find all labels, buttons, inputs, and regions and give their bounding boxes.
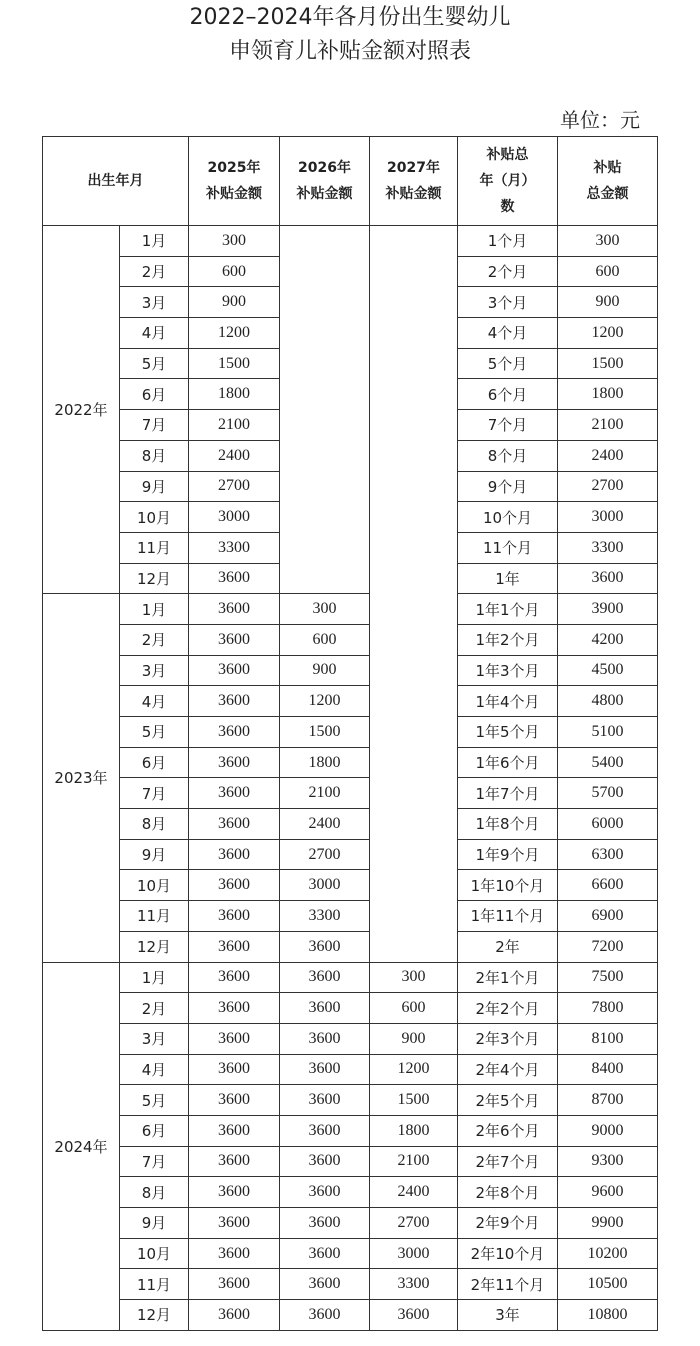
amount-2027-cell: 1800 (370, 1115, 458, 1146)
amount-2027-cell: 3600 (370, 1300, 458, 1331)
amount-2027-cell: 2700 (370, 1208, 458, 1239)
table-row (43, 778, 658, 809)
total-amount-cell: 3900 (558, 594, 658, 625)
amount-2025-cell: 3600 (189, 839, 280, 870)
table-row (43, 686, 658, 717)
total-amount-cell: 2400 (558, 440, 658, 471)
amount-2026-cell: 3600 (280, 931, 370, 962)
duration-cell: 1年3个月 (458, 655, 558, 686)
header-total: 补贴 总金额 (558, 137, 658, 226)
amount-2026-cell: 1800 (280, 747, 370, 778)
total-amount-cell: 8700 (558, 1085, 658, 1116)
month-cell: 1月 (120, 226, 189, 257)
month-cell: 10月 (120, 502, 189, 533)
amount-2025-cell: 1500 (189, 348, 280, 379)
table-row (43, 1085, 658, 1116)
blank-2026-cell (280, 226, 370, 594)
year-cell: 2024年 (43, 962, 120, 1330)
total-amount-cell: 4500 (558, 655, 658, 686)
duration-cell: 3年 (458, 1300, 558, 1331)
total-amount-cell: 900 (558, 287, 658, 318)
duration-cell: 1年9个月 (458, 839, 558, 870)
amount-2025-cell: 3600 (189, 594, 280, 625)
duration-cell: 4个月 (458, 318, 558, 349)
total-amount-cell: 9300 (558, 1146, 658, 1177)
amount-2026-cell: 300 (280, 594, 370, 625)
duration-cell: 2年6个月 (458, 1115, 558, 1146)
amount-2027-cell: 2400 (370, 1177, 458, 1208)
total-amount-cell: 7800 (558, 993, 658, 1024)
duration-cell: 1年8个月 (458, 809, 558, 840)
month-cell: 7月 (120, 410, 189, 441)
table-row (43, 839, 658, 870)
amount-2025-cell: 3600 (189, 1177, 280, 1208)
amount-2027-cell: 3300 (370, 1269, 458, 1300)
month-cell: 9月 (120, 471, 189, 502)
amount-2027-cell: 300 (370, 962, 458, 993)
amount-2026-cell: 2100 (280, 778, 370, 809)
amount-2025-cell: 3600 (189, 809, 280, 840)
blank-2027-cell (370, 226, 458, 963)
total-amount-cell: 8100 (558, 1023, 658, 1054)
duration-cell: 1年4个月 (458, 686, 558, 717)
table-row (43, 1300, 658, 1331)
amount-2025-cell: 3600 (189, 778, 280, 809)
total-amount-cell: 5400 (558, 747, 658, 778)
amount-2027-cell: 1200 (370, 1054, 458, 1085)
duration-cell: 2年11个月 (458, 1269, 558, 1300)
amount-2025-cell: 1800 (189, 379, 280, 410)
amount-2025-cell: 900 (189, 287, 280, 318)
total-amount-cell: 7500 (558, 962, 658, 993)
amount-2025-cell: 3600 (189, 1146, 280, 1177)
table-row (43, 594, 658, 625)
amount-2027-cell: 900 (370, 1023, 458, 1054)
month-cell: 2月 (120, 256, 189, 287)
table-row (43, 747, 658, 778)
table-row (43, 226, 658, 257)
table-row (43, 809, 658, 840)
month-cell: 6月 (120, 1115, 189, 1146)
month-cell: 9月 (120, 839, 189, 870)
duration-cell: 2年4个月 (458, 1054, 558, 1085)
duration-cell: 2年3个月 (458, 1023, 558, 1054)
header-2025: 2025年 补贴金额 (189, 137, 280, 226)
month-cell: 8月 (120, 809, 189, 840)
amount-2026-cell: 3600 (280, 1085, 370, 1116)
amount-2026-cell: 2700 (280, 839, 370, 870)
table-row (43, 1054, 658, 1085)
amount-2025-cell: 3600 (189, 1085, 280, 1116)
duration-cell: 2年10个月 (458, 1238, 558, 1269)
duration-cell: 8个月 (458, 440, 558, 471)
month-cell: 8月 (120, 1177, 189, 1208)
year-cell: 2023年 (43, 594, 120, 962)
table-row (43, 1023, 658, 1054)
table-row (43, 1146, 658, 1177)
subsidy-table (42, 136, 658, 1331)
title-line-2: 申领育儿补贴金额对照表 (228, 39, 471, 64)
header-2026: 2026年 补贴金额 (280, 137, 370, 226)
table-row (43, 1177, 658, 1208)
month-cell: 5月 (120, 717, 189, 748)
amount-2026-cell: 3600 (280, 1238, 370, 1269)
duration-cell: 1年2个月 (458, 624, 558, 655)
amount-2025-cell: 2400 (189, 440, 280, 471)
duration-cell: 1个月 (458, 226, 558, 257)
duration-cell: 2年7个月 (458, 1146, 558, 1177)
amount-2025-cell: 3600 (189, 1115, 280, 1146)
total-amount-cell: 1500 (558, 348, 658, 379)
month-cell: 9月 (120, 1208, 189, 1239)
amount-2025-cell: 3600 (189, 962, 280, 993)
duration-cell: 1年 (458, 563, 558, 594)
amount-2025-cell: 3600 (189, 1054, 280, 1085)
month-cell: 11月 (120, 532, 189, 563)
amount-2026-cell: 3600 (280, 1054, 370, 1085)
month-cell: 4月 (120, 686, 189, 717)
amount-2026-cell: 2400 (280, 809, 370, 840)
month-cell: 12月 (120, 1300, 189, 1331)
unit-label: 单位：元 (560, 108, 640, 132)
month-cell: 10月 (120, 870, 189, 901)
total-amount-cell: 7200 (558, 931, 658, 962)
table-row (43, 1238, 658, 1269)
month-cell: 6月 (120, 747, 189, 778)
year-cell: 2022年 (43, 226, 120, 594)
amount-2027-cell: 2100 (370, 1146, 458, 1177)
total-amount-cell: 5700 (558, 778, 658, 809)
duration-cell: 1年11个月 (458, 901, 558, 932)
month-cell: 6月 (120, 379, 189, 410)
amount-2026-cell: 1500 (280, 717, 370, 748)
amount-2025-cell: 3600 (189, 1300, 280, 1331)
duration-cell: 3个月 (458, 287, 558, 318)
amount-2026-cell: 3300 (280, 901, 370, 932)
amount-2025-cell: 3600 (189, 747, 280, 778)
duration-cell: 5个月 (458, 348, 558, 379)
month-cell: 2月 (120, 993, 189, 1024)
total-amount-cell: 3000 (558, 502, 658, 533)
month-cell: 1月 (120, 962, 189, 993)
amount-2025-cell: 2100 (189, 410, 280, 441)
total-amount-cell: 2100 (558, 410, 658, 441)
header-duration: 补贴总 年（月） 数 (458, 137, 558, 226)
month-cell: 4月 (120, 318, 189, 349)
month-cell: 10月 (120, 1238, 189, 1269)
month-cell: 12月 (120, 563, 189, 594)
total-amount-cell: 10200 (558, 1238, 658, 1269)
table-row (43, 624, 658, 655)
duration-cell: 1年10个月 (458, 870, 558, 901)
header-row (43, 137, 658, 226)
table-row (43, 931, 658, 962)
title-line-1: 2022–2024年各月份出生婴幼儿 (189, 5, 511, 30)
amount-2026-cell: 3600 (280, 1177, 370, 1208)
month-cell: 8月 (120, 440, 189, 471)
duration-cell: 1年1个月 (458, 594, 558, 625)
total-amount-cell: 9900 (558, 1208, 658, 1239)
month-cell: 7月 (120, 1146, 189, 1177)
duration-cell: 6个月 (458, 379, 558, 410)
total-amount-cell: 6300 (558, 839, 658, 870)
amount-2025-cell: 3300 (189, 532, 280, 563)
duration-cell: 1年5个月 (458, 717, 558, 748)
duration-cell: 2年5个月 (458, 1085, 558, 1116)
amount-2025-cell: 3600 (189, 655, 280, 686)
total-amount-cell: 3600 (558, 563, 658, 594)
duration-cell: 7个月 (458, 410, 558, 441)
month-cell: 11月 (120, 901, 189, 932)
month-cell: 3月 (120, 287, 189, 318)
table-row (43, 962, 658, 993)
duration-cell: 1年7个月 (458, 778, 558, 809)
amount-2026-cell: 600 (280, 624, 370, 655)
month-cell: 7月 (120, 778, 189, 809)
table-row (43, 1208, 658, 1239)
duration-cell: 2年2个月 (458, 993, 558, 1024)
header-2027: 2027年 补贴金额 (370, 137, 458, 226)
total-amount-cell: 9000 (558, 1115, 658, 1146)
amount-2025-cell: 3600 (189, 563, 280, 594)
amount-2026-cell: 3600 (280, 1023, 370, 1054)
total-amount-cell: 10800 (558, 1300, 658, 1331)
amount-2025-cell: 3600 (189, 1208, 280, 1239)
amount-2026-cell: 1200 (280, 686, 370, 717)
amount-2026-cell: 3600 (280, 1208, 370, 1239)
month-cell: 3月 (120, 1023, 189, 1054)
table-row (43, 993, 658, 1024)
amount-2026-cell: 900 (280, 655, 370, 686)
total-amount-cell: 6600 (558, 870, 658, 901)
total-amount-cell: 300 (558, 226, 658, 257)
total-amount-cell: 600 (558, 256, 658, 287)
amount-2025-cell: 600 (189, 256, 280, 287)
amount-2027-cell: 3000 (370, 1238, 458, 1269)
total-amount-cell: 9600 (558, 1177, 658, 1208)
total-amount-cell: 1800 (558, 379, 658, 410)
header-birth: 出生年月 (43, 137, 189, 226)
month-cell: 5月 (120, 1085, 189, 1116)
month-cell: 12月 (120, 931, 189, 962)
amount-2025-cell: 300 (189, 226, 280, 257)
table-row (43, 717, 658, 748)
total-amount-cell: 5100 (558, 717, 658, 748)
table-row (43, 870, 658, 901)
amount-2025-cell: 3600 (189, 686, 280, 717)
amount-2025-cell: 1200 (189, 318, 280, 349)
table-row (43, 655, 658, 686)
total-amount-cell: 1200 (558, 318, 658, 349)
amount-2025-cell: 3000 (189, 502, 280, 533)
duration-cell: 2年8个月 (458, 1177, 558, 1208)
month-cell: 3月 (120, 655, 189, 686)
amount-2025-cell: 3600 (189, 1238, 280, 1269)
amount-2025-cell: 3600 (189, 717, 280, 748)
duration-cell: 1年6个月 (458, 747, 558, 778)
amount-2025-cell: 3600 (189, 931, 280, 962)
amount-2025-cell: 3600 (189, 901, 280, 932)
amount-2025-cell: 3600 (189, 870, 280, 901)
amount-2027-cell: 600 (370, 993, 458, 1024)
total-amount-cell: 2700 (558, 471, 658, 502)
month-cell: 2月 (120, 624, 189, 655)
total-amount-cell: 4800 (558, 686, 658, 717)
duration-cell: 2年9个月 (458, 1208, 558, 1239)
month-cell: 4月 (120, 1054, 189, 1085)
total-amount-cell: 8400 (558, 1054, 658, 1085)
amount-2026-cell: 3600 (280, 1269, 370, 1300)
month-cell: 1月 (120, 594, 189, 625)
total-amount-cell: 3300 (558, 532, 658, 563)
month-cell: 5月 (120, 348, 189, 379)
duration-cell: 10个月 (458, 502, 558, 533)
amount-2026-cell: 3600 (280, 1115, 370, 1146)
total-amount-cell: 4200 (558, 624, 658, 655)
amount-2026-cell: 3000 (280, 870, 370, 901)
duration-cell: 9个月 (458, 471, 558, 502)
table-row (43, 901, 658, 932)
total-amount-cell: 10500 (558, 1269, 658, 1300)
amount-2025-cell: 2700 (189, 471, 280, 502)
amount-2025-cell: 3600 (189, 1269, 280, 1300)
amount-2026-cell: 3600 (280, 993, 370, 1024)
amount-2026-cell: 3600 (280, 962, 370, 993)
amount-2025-cell: 3600 (189, 1023, 280, 1054)
table-row (43, 1269, 658, 1300)
month-cell: 11月 (120, 1269, 189, 1300)
duration-cell: 2年 (458, 931, 558, 962)
duration-cell: 2年1个月 (458, 962, 558, 993)
amount-2027-cell: 1500 (370, 1085, 458, 1116)
amount-2025-cell: 3600 (189, 624, 280, 655)
total-amount-cell: 6000 (558, 809, 658, 840)
amount-2026-cell: 3600 (280, 1146, 370, 1177)
table-row (43, 1115, 658, 1146)
duration-cell: 11个月 (458, 532, 558, 563)
amount-2026-cell: 3600 (280, 1300, 370, 1331)
amount-2025-cell: 3600 (189, 993, 280, 1024)
total-amount-cell: 6900 (558, 901, 658, 932)
duration-cell: 2个月 (458, 256, 558, 287)
